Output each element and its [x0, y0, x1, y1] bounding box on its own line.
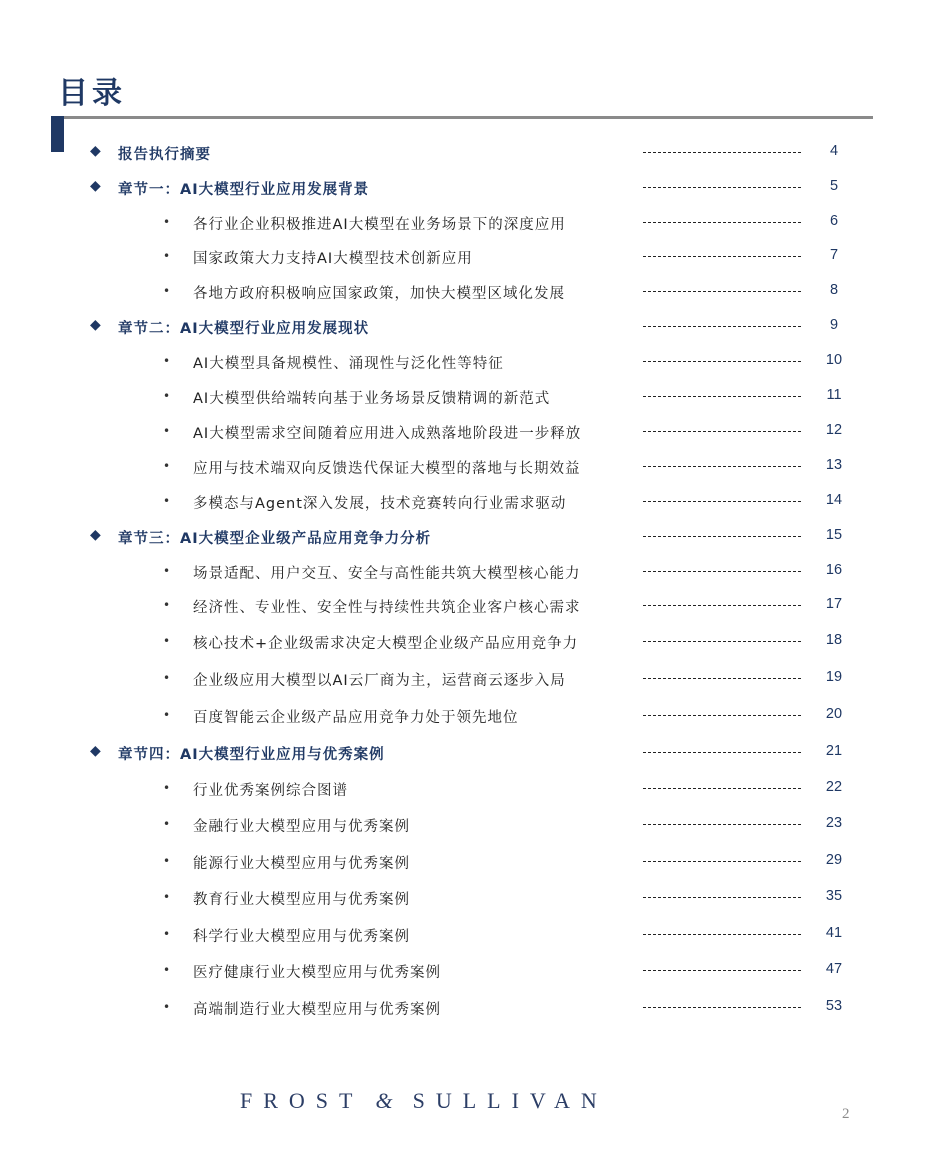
toc-entry-label: AI大模型具备规模性、涌现性与泛化性等特征 [193, 356, 504, 372]
dash-leader [643, 897, 801, 898]
toc-section-row[interactable] [0, 382, 928, 412]
dash-leader [643, 1007, 801, 1008]
toc-entry-page: 29 [825, 852, 843, 868]
toc-entry-page: 20 [825, 706, 843, 722]
dot-bullet-icon: • [163, 634, 171, 648]
toc-section-row[interactable] [0, 956, 928, 986]
toc-entry-label: 章节三：AI大模型企业级产品应用竞争力分析 [118, 531, 432, 547]
dash-leader [643, 824, 801, 825]
toc-entry-page: 7 [829, 247, 839, 263]
dash-leader [643, 715, 801, 716]
toc-entry-label: 科学行业大模型应用与优秀案例 [193, 929, 410, 945]
toc-entry-page: 11 [826, 387, 842, 403]
dot-bullet-icon: • [163, 494, 171, 508]
toc-entry-label: 章节一：AI大模型行业应用发展背景 [118, 182, 370, 198]
toc-section-row[interactable] [0, 847, 928, 877]
dot-bullet-icon: • [163, 927, 171, 941]
dot-bullet-icon: • [163, 459, 171, 473]
toc-entry-label: 经济性、专业性、安全性与持续性共筑企业客户核心需求 [193, 600, 581, 616]
toc-entry-label: 各地方政府积极响应国家政策，加快大模型区域化发展 [193, 286, 565, 302]
toc-entry-label: 多模态与Agent深入发展，技术竞赛转向行业需求驱动 [193, 496, 567, 512]
toc-entry-page: 21 [825, 743, 843, 759]
dot-bullet-icon: • [163, 781, 171, 795]
toc-entry-page: 14 [825, 492, 843, 508]
toc-entry-label: 各行业企业积极推进AI大模型在业务场景下的深度应用 [193, 217, 566, 233]
toc-entry-page: 35 [825, 888, 843, 904]
toc-entry-label: 教育行业大模型应用与优秀案例 [193, 892, 410, 908]
title-divider-line [64, 116, 873, 119]
dot-bullet-icon: • [163, 354, 171, 368]
toc-section-row[interactable] [0, 557, 928, 587]
toc-chapter-row[interactable] [0, 173, 928, 203]
toc-section-row[interactable] [0, 208, 928, 238]
dash-leader [643, 571, 801, 572]
toc-entry-page: 22 [825, 779, 843, 795]
toc-entry-page: 53 [825, 998, 843, 1014]
toc-section-row[interactable] [0, 417, 928, 447]
toc-entry-page: 5 [829, 178, 839, 194]
toc-section-row[interactable] [0, 993, 928, 1023]
dash-leader [643, 501, 801, 502]
toc-section-row[interactable] [0, 701, 928, 731]
toc-entry-page: 6 [829, 213, 839, 229]
diamond-bullet-icon: ◆ [90, 317, 101, 333]
toc-section-row[interactable] [0, 591, 928, 621]
dash-leader [643, 152, 801, 153]
toc-chapter-row[interactable] [0, 738, 928, 768]
toc-entry-label: 国家政策大力支持AI大模型技术创新应用 [193, 251, 473, 267]
dot-bullet-icon: • [163, 284, 171, 298]
toc-entry-label: 场景适配、用户交互、安全与高性能共筑大模型核心能力 [193, 566, 581, 582]
dot-bullet-icon: • [163, 671, 171, 685]
dash-leader [643, 466, 801, 467]
toc-entry-page: 8 [829, 282, 839, 298]
dot-bullet-icon: • [163, 890, 171, 904]
toc-entry-page: 13 [825, 457, 843, 473]
toc-section-row[interactable] [0, 277, 928, 307]
toc-entry-page: 12 [825, 422, 843, 438]
dash-leader [643, 222, 801, 223]
dot-bullet-icon: • [163, 249, 171, 263]
dash-leader [643, 361, 801, 362]
toc-section-row[interactable] [0, 487, 928, 517]
diamond-bullet-icon: ◆ [90, 527, 101, 543]
toc-entry-label: 核心技术+企业级需求决定大模型企业级产品应用竞争力 [193, 636, 579, 652]
dot-bullet-icon: • [163, 564, 171, 578]
dash-leader [643, 396, 801, 397]
toc-entry-label: 章节四：AI大模型行业应用与优秀案例 [118, 747, 385, 763]
dash-leader [643, 861, 801, 862]
toc-section-row[interactable] [0, 347, 928, 377]
toc-entry-page: 4 [829, 143, 839, 159]
toc-entry-page: 18 [825, 632, 843, 648]
dot-bullet-icon: • [163, 708, 171, 722]
dot-bullet-icon: • [163, 424, 171, 438]
dash-leader [643, 934, 801, 935]
diamond-bullet-icon: ◆ [90, 178, 101, 194]
dot-bullet-icon: • [163, 1000, 171, 1014]
dash-leader [643, 256, 801, 257]
toc-entry-page: 16 [825, 562, 843, 578]
toc-entry-page: 47 [825, 961, 843, 977]
dot-bullet-icon: • [163, 389, 171, 403]
toc-section-row[interactable] [0, 883, 928, 913]
toc-section-row[interactable] [0, 920, 928, 950]
dash-leader [643, 431, 801, 432]
diamond-bullet-icon: ◆ [90, 743, 101, 759]
dash-leader [643, 326, 801, 327]
toc-entry-page: 23 [825, 815, 843, 831]
toc-entry-label: 章节二：AI大模型行业应用发展现状 [118, 321, 370, 337]
toc-entry-page: 19 [825, 669, 843, 685]
toc-entry-label: 医疗健康行业大模型应用与优秀案例 [193, 965, 441, 981]
toc-entry-page: 9 [829, 317, 839, 333]
toc-entry-page: 15 [825, 527, 843, 543]
toc-entry-label: 企业级应用大模型以AI云厂商为主，运营商云逐步入局 [193, 673, 566, 689]
toc-chapter-row[interactable] [0, 138, 928, 168]
dash-leader [643, 605, 801, 606]
dot-bullet-icon: • [163, 963, 171, 977]
page-number: 2 [842, 1106, 850, 1122]
dot-bullet-icon: • [163, 854, 171, 868]
dot-bullet-icon: • [163, 817, 171, 831]
dot-bullet-icon: • [163, 598, 171, 612]
toc-entry-label: 应用与技术端双向反馈迭代保证大模型的落地与长期效益 [193, 461, 581, 477]
dash-leader [643, 641, 801, 642]
toc-section-row[interactable] [0, 627, 928, 657]
toc-section-row[interactable] [0, 774, 928, 804]
toc-section-row[interactable] [0, 242, 928, 272]
frost-sullivan-logo: FROST & SULLIVAN [240, 1088, 608, 1113]
toc-entry-page: 41 [825, 925, 843, 941]
toc-entry-label: 行业优秀案例综合图谱 [193, 783, 348, 799]
toc-entry-label: 百度智能云企业级产品应用竞争力处于领先地位 [193, 710, 519, 726]
dash-leader [643, 187, 801, 188]
toc-entry-label: 能源行业大模型应用与优秀案例 [193, 856, 410, 872]
toc-section-row[interactable] [0, 810, 928, 840]
toc-entry-label: 高端制造行业大模型应用与优秀案例 [193, 1002, 441, 1018]
toc-entry-label: AI大模型需求空间随着应用进入成熟落地阶段进一步释放 [193, 426, 582, 442]
toc-entry-label: 金融行业大模型应用与优秀案例 [193, 819, 410, 835]
dash-leader [643, 752, 801, 753]
dash-leader [643, 291, 801, 292]
dash-leader [643, 678, 801, 679]
toc-entry-page: 10 [825, 352, 843, 368]
dash-leader [643, 536, 801, 537]
toc-chapter-row[interactable] [0, 522, 928, 552]
diamond-bullet-icon: ◆ [90, 143, 101, 159]
dash-leader [643, 788, 801, 789]
toc-section-row[interactable] [0, 452, 928, 482]
toc-section-row[interactable] [0, 664, 928, 694]
toc-entry-label: 报告执行摘要 [118, 147, 211, 163]
toc-entry-page: 17 [825, 596, 843, 612]
dash-leader [643, 970, 801, 971]
page-title: 目录 [58, 76, 126, 111]
dot-bullet-icon: • [163, 215, 171, 229]
toc-chapter-row[interactable] [0, 312, 928, 342]
toc-entry-label: AI大模型供给端转向基于业务场景反馈精调的新范式 [193, 391, 551, 407]
